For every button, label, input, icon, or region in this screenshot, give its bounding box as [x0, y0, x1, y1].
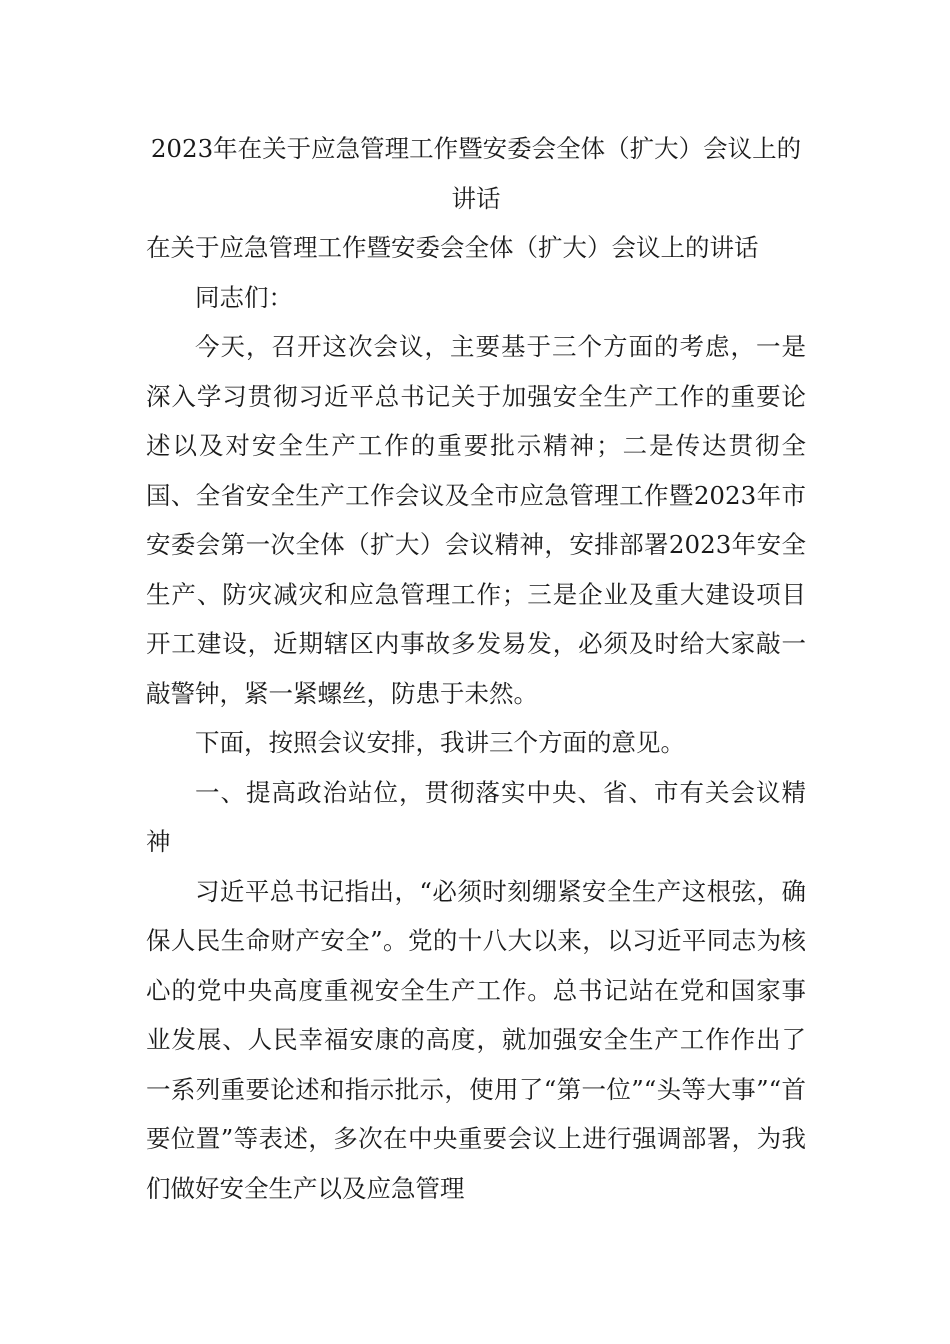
- salutation: 同志们：: [195, 282, 293, 312]
- paragraph-intro: 今天，召开这次会议，主要基于三个方面的考虑，一是深入学习贯彻习近平总书记关于加强安全生产工作的重要论述以及对安全生产工作的重要批示精神；二是传达贯彻全国、全省安全生产工作会议及全市应急管理工作暨2023年市安委会第一次全体（扩大）会议精神，安排部署2023年安全生产、防灾减灾和应急管理工作；三是企业及重大建设项目开工建设，近期辖区内事故多发易发，必须及时给大家敲一敲警钟，紧一紧螺丝，防患于未然。: [146, 332, 806, 708]
- document-title: 2023年在关于应急管理工作暨安委会全体（扩大）会议上的讲话: [150, 134, 802, 213]
- document-subtitle: 在关于应急管理工作暨安委会全体（扩大）会议上的讲话: [146, 233, 759, 262]
- paragraph-section-1: 习近平总书记指出，“必须时刻绷紧安全生产这根弦，确保人民生命财产安全”。党的十八大以来，以习近平同志为核心的党中央高度重视安全生产工作。总书记站在党和国家事业发展、人民幸福安康的高度，就加强安全生产工作作出了一系列重要论述和指示批示，使用了“第一位”“头等大事”“首要位置”等表述，多次在中央重要会议上进行强调部署，为我们做好安全生产以及应急管理: [146, 876, 806, 1203]
- paragraph-outline: 下面，按照会议安排，我讲三个方面的意见。: [195, 728, 685, 757]
- section-heading-1: 一、提高政治站位，贯彻落实中央、省、市有关会议精神: [146, 777, 806, 856]
- document-body: [146, 124, 806, 1213]
